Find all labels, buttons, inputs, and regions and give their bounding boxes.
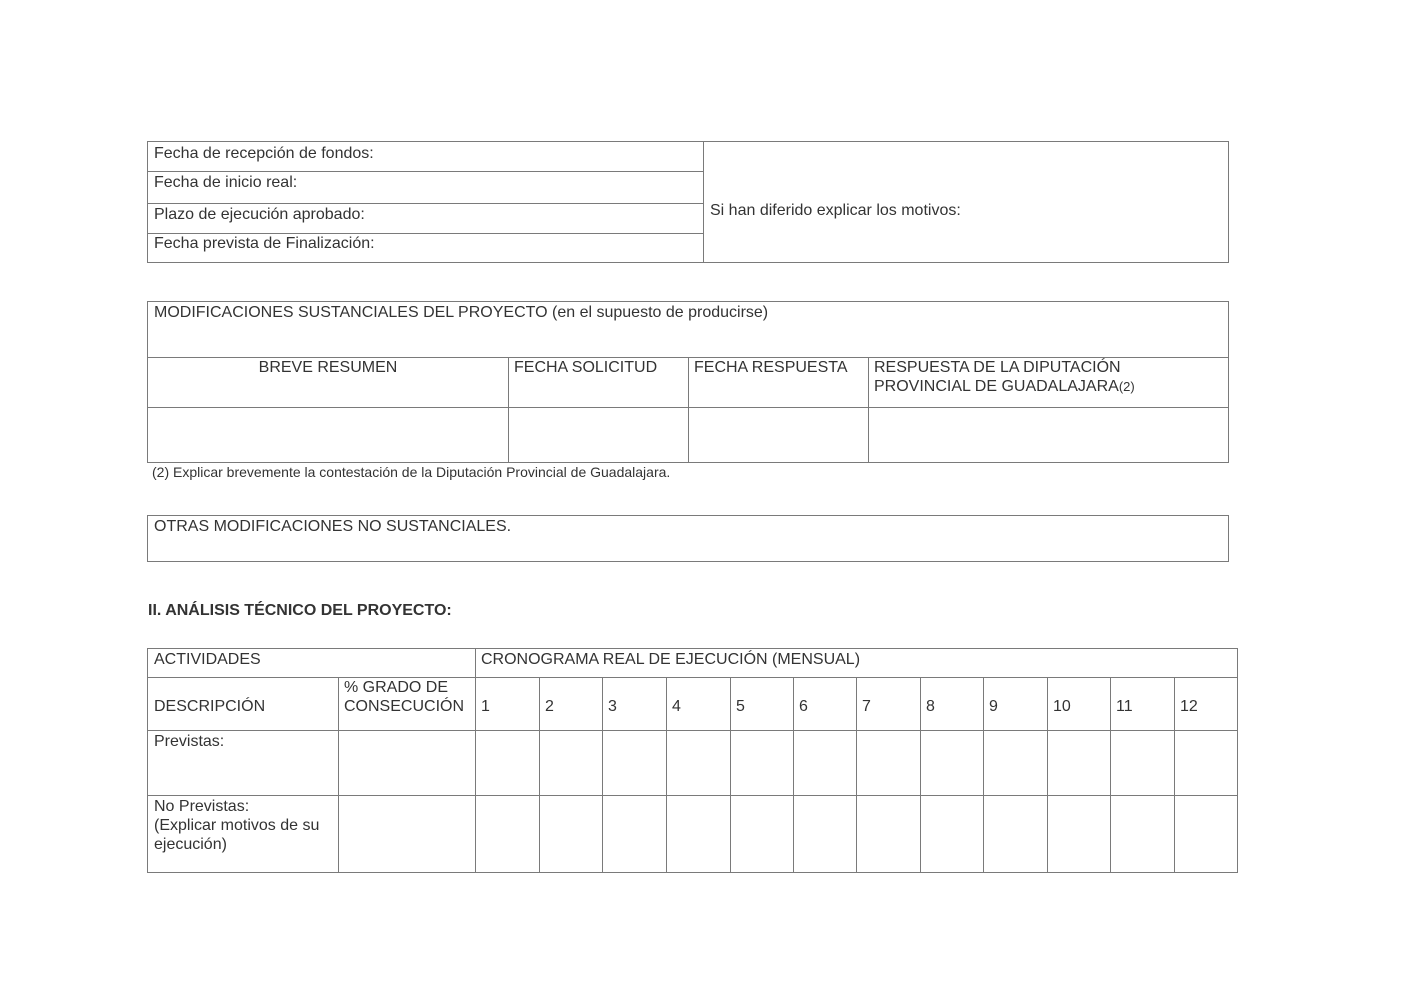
month-6: 6: [799, 698, 808, 715]
response-header-line1: RESPUESTA DE LA DIPUTACIÓN: [874, 359, 1121, 376]
column-divider: [539, 677, 540, 872]
substantial-title: MODIFICACIONES SUSTANCIALES DEL PROYECTO (en el supuesto de producirse): [154, 304, 769, 321]
grade-header-line1: % GRADO DE: [344, 679, 449, 696]
response-date-header: FECHA RESPUESTA: [694, 359, 848, 376]
month-7: 7: [862, 698, 871, 715]
section-heading: II. ANÁLISIS TÉCNICO DEL PROYECTO:: [148, 602, 452, 619]
month-12: 12: [1180, 698, 1198, 715]
column-divider: [983, 677, 984, 872]
response-header-line2: [874, 377, 1135, 396]
unplanned-row-label-line3: ejecución): [154, 836, 227, 853]
month-4: 4: [672, 698, 681, 715]
column-divider: [508, 357, 509, 462]
row-divider: [148, 730, 1237, 731]
column-divider: [666, 677, 667, 872]
funds-dates-table: [147, 141, 1229, 263]
column-divider: [1047, 677, 1048, 872]
month-1: 1: [481, 698, 490, 715]
column-divider: [730, 677, 731, 872]
reception-date-label: Fecha de recepción de fondos:: [154, 145, 374, 162]
column-divider: [856, 677, 857, 872]
other-modifications-table: [147, 515, 1229, 562]
column-divider: [688, 357, 689, 462]
activities-header: ACTIVIDADES: [154, 651, 261, 668]
column-divider: [338, 677, 339, 872]
planned-row-label: Previstas:: [154, 733, 225, 750]
deviation-note-label: Si han diferido explicar los motivos:: [710, 202, 961, 219]
month-10: 10: [1053, 698, 1071, 715]
column-divider: [1110, 677, 1111, 872]
description-header: DESCRIPCIÓN: [154, 698, 266, 715]
approved-term-label: Plazo de ejecución aprobado:: [154, 206, 365, 223]
column-divider: [920, 677, 921, 872]
real-start-date-label: Fecha de inicio real:: [154, 174, 298, 191]
column-divider: [1174, 677, 1175, 872]
substantial-modifications-table: [147, 301, 1229, 463]
month-5: 5: [736, 698, 745, 715]
row-divider: [148, 677, 1237, 678]
activities-schedule-table: [147, 648, 1238, 873]
row-divider: [148, 203, 703, 204]
column-divider: [793, 677, 794, 872]
expected-end-date-label: Fecha prevista de Finalización:: [154, 235, 375, 252]
footnote-ref: (2): [1118, 379, 1135, 394]
column-divider: [868, 357, 869, 462]
month-9: 9: [989, 698, 998, 715]
unplanned-row-label-line2: (Explicar motivos de su: [154, 817, 320, 834]
response-header-text: PROVINCIAL DE GUADALAJARA: [874, 378, 1119, 395]
unplanned-row-label-line1: No Previstas:: [154, 798, 250, 815]
column-divider: [475, 649, 476, 872]
schedule-header: CRONOGRAMA REAL DE EJECUCIÓN (MENSUAL): [481, 651, 861, 668]
month-8: 8: [926, 698, 935, 715]
row-divider: [148, 795, 1237, 796]
footnote: (2) Explicar brevemente la contestación de la Diputación Provincial de Guadalajara.: [152, 464, 671, 480]
month-2: 2: [545, 698, 554, 715]
request-date-header: FECHA SOLICITUD: [514, 359, 658, 376]
column-divider: [602, 677, 603, 872]
month-3: 3: [608, 698, 617, 715]
other-title: OTRAS MODIFICACIONES NO SUSTANCIALES.: [154, 518, 512, 535]
grade-header-line2: CONSECUCIÓN: [344, 698, 465, 715]
summary-header: BREVE RESUMEN: [258, 359, 398, 376]
row-divider: [148, 171, 703, 172]
month-11: 11: [1116, 698, 1133, 715]
column-divider: [703, 142, 704, 262]
